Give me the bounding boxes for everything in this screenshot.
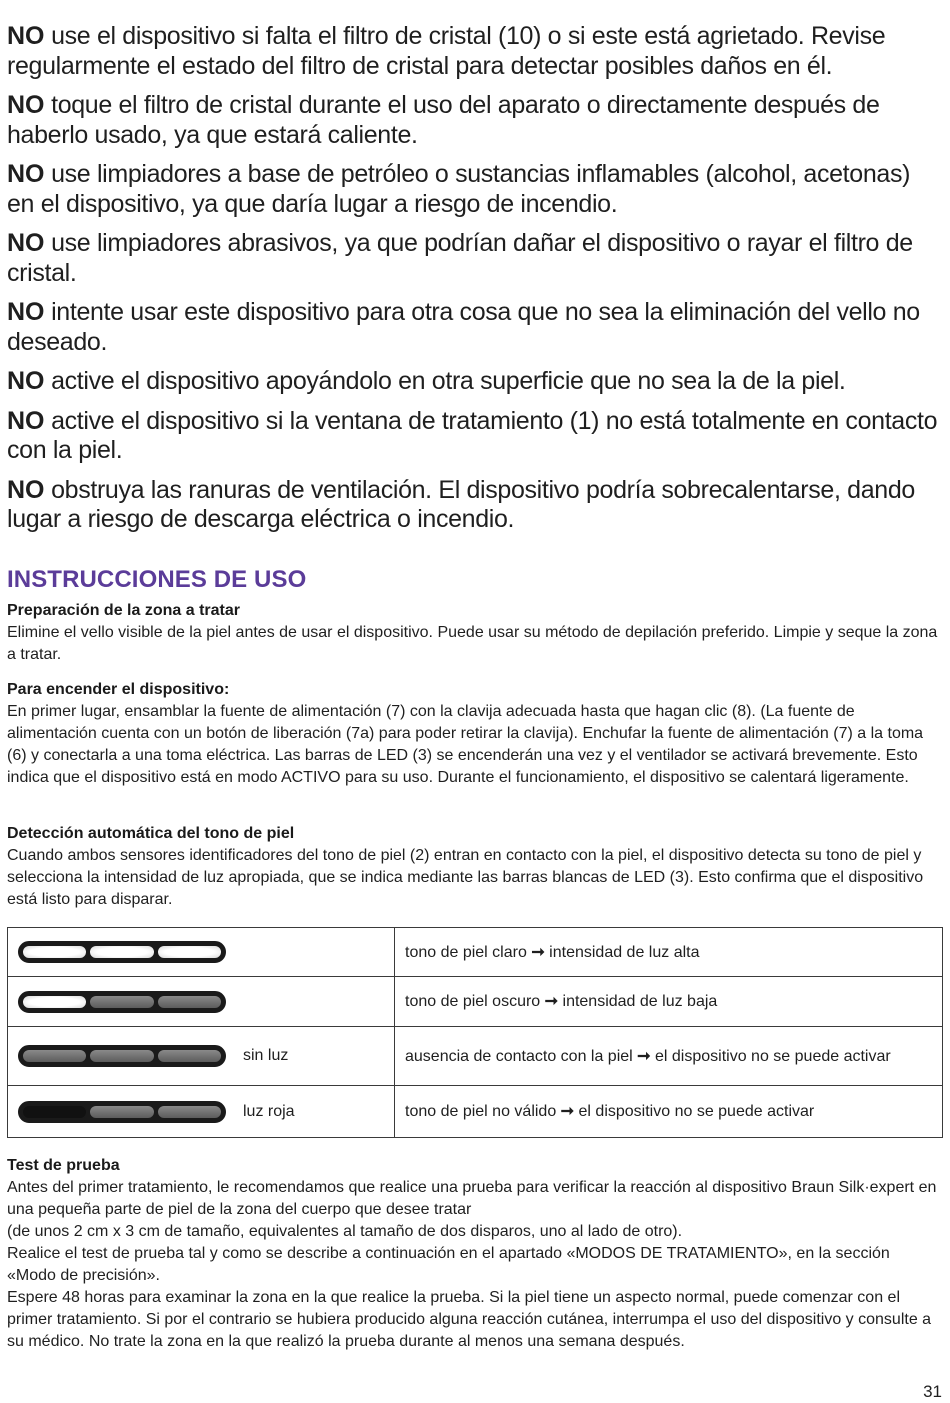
led-cell (8, 977, 395, 1027)
arrow-right-icon: ➞ (531, 943, 545, 961)
warnings-list (7, 22, 943, 545)
led-description: tono de piel no válido ➞ el dispositivo no se puede activar (395, 1086, 943, 1138)
warning-item: NO active el dispositivo si la ventana de tratamiento (1) no está totalmente en contacto con la piel. (7, 406, 938, 464)
table-row (8, 977, 943, 1027)
led-segment (89, 995, 154, 1009)
led-segment (89, 1049, 154, 1063)
test-section (7, 1155, 943, 1353)
arrow-right-icon: ➞ (544, 993, 559, 1010)
test-paragraph: Realice el test de prueba tal y como se describe a continuación en el apartado «MODOS DE TRATAMIENTO», en la sección «Modo de precisión». (7, 1245, 890, 1284)
led-segment (157, 945, 222, 959)
led-description: ausencia de contacto con la piel ➞ el dispositivo no se puede activar (395, 1027, 943, 1086)
skin-detect-text: Cuando ambos sensores identificadores del tono de piel (2) entran en contacto con la piel, el dispositivo detecta su tono de piel y selecciona la intensidad de luz apropiada, que se indica mediante las barras blancas de LED (3). Esto confirma que el dispositivo está listo para disparar. (7, 847, 924, 908)
led-segment (22, 945, 87, 959)
warning-item: NO toque el filtro de cristal durante el uso del aparato o directamente después de haberlo usado, ya que estará caliente. (7, 91, 880, 149)
power-on-section (7, 679, 943, 789)
warning-item: NO intente usar este dispositivo para otra cosa que no sea la eliminación del vello no deseado. (7, 298, 920, 356)
prep-section (7, 600, 943, 666)
led-indicator-table (7, 927, 943, 1138)
skin-detect-heading: Detección automática del tono de piel (7, 825, 295, 842)
led-bar-icon (18, 1101, 226, 1123)
led-label: sin luz (243, 1047, 289, 1064)
page-number: 31 (923, 1382, 942, 1401)
led-segment (157, 1105, 222, 1119)
test-heading: Test de prueba (7, 1157, 120, 1174)
led-segment (22, 995, 87, 1009)
test-paragraph: Espere 48 horas para examinar la zona en la que realice la prueba. Si la piel tiene un aspecto normal, puede comenzar con el primer tratamiento. Si por el contrario se hubiera producido alguna reacción cutánea, interrumpa el uso del dispositivo y consulte a su médico. No trate la zona en la que realizó la prueba durante al menos una semana después. (7, 1289, 932, 1350)
prep-heading: Preparación de la zona a tratar (7, 602, 240, 619)
test-paragraph: (de unos 2 cm x 3 cm de tamaño, equivalentes al tamaño de dos disparos, uno al lado de otro). (7, 1223, 683, 1240)
warning-item: NO use limpiadores a base de petróleo o sustancias inflamables (alcohol, acetonas) en el dispositivo, ya que daría lugar a riesgo de incendio. (7, 160, 911, 218)
led-cell (8, 928, 395, 977)
test-paragraph: Antes del primer tratamiento, le recomendamos que realice una prueba para verificar la reacción al dispositivo Braun Silk·expert en una pequeña parte de piel de la zona del cuerpo que desee tratar (7, 1179, 937, 1218)
warning-item: NO use limpiadores abrasivos, ya que podrían dañar el dispositivo o rayar el filtro de cristal. (7, 229, 913, 287)
led-segment (157, 995, 222, 1009)
led-description: tono de piel oscuro ➞ intensidad de luz baja (395, 977, 943, 1027)
led-cell (8, 1086, 395, 1138)
led-bar-icon (18, 941, 226, 963)
prep-text: Elimine el vello visible de la piel antes de usar el dispositivo. Puede usar su método de depilación preferido. Limpie y seque la zona a tratar. (7, 624, 938, 663)
led-bar-icon (18, 991, 226, 1013)
warning-item: NO obstruya las ranuras de ventilación. El dispositivo podría sobrecalentarse, dando lugar a riesgo de descarga eléctrica o incendio. (7, 475, 915, 533)
led-label: luz roja (243, 1102, 295, 1120)
led-segment (89, 945, 154, 959)
table-row (8, 928, 943, 977)
led-segment (89, 1105, 154, 1119)
warning-item: NO active el dispositivo apoyándolo en otra superficie que no sea la de la piel. (7, 367, 846, 395)
led-bar-icon (18, 1045, 226, 1067)
led-segment (157, 1049, 222, 1063)
table-row (8, 1086, 943, 1138)
arrow-right-icon: ➞ (637, 1047, 651, 1065)
led-cell (8, 1027, 395, 1086)
led-segment (22, 1049, 87, 1063)
table-row (8, 1027, 943, 1086)
led-description: tono de piel claro ➞ intensidad de luz alta (395, 928, 943, 977)
section-title: INSTRUCCIONES DE USO (7, 566, 307, 593)
led-segment (22, 1105, 87, 1119)
power-on-heading: Para encender el dispositivo: (7, 681, 230, 698)
power-on-text: En primer lugar, ensamblar la fuente de alimentación (7) con la clavija adecuada hasta que hagan clic (8). (La fuente de alimentación cuenta con un botón de liberación (7a) para poder retirar la clavija). Enchufar la fuente de alimentación (7) a la toma (6) y conectarla a una toma eléctrica. Las barras de LED (3) se encenderán una vez y el ventilador se activará brevemente. Esto indica que el dispositivo está en modo ACTIVO para su uso. Durante el funcionamiento, el dispositivo se calentará ligeramente. (7, 703, 924, 786)
warning-item: NO use el dispositivo si falta el filtro de cristal (10) o si este está agrietado. Revise regularmente el estado del filtro de cristal para detectar posibles daños en él. (7, 22, 886, 80)
skin-detect-section (7, 823, 943, 911)
arrow-right-icon: ➞ (560, 1103, 575, 1120)
